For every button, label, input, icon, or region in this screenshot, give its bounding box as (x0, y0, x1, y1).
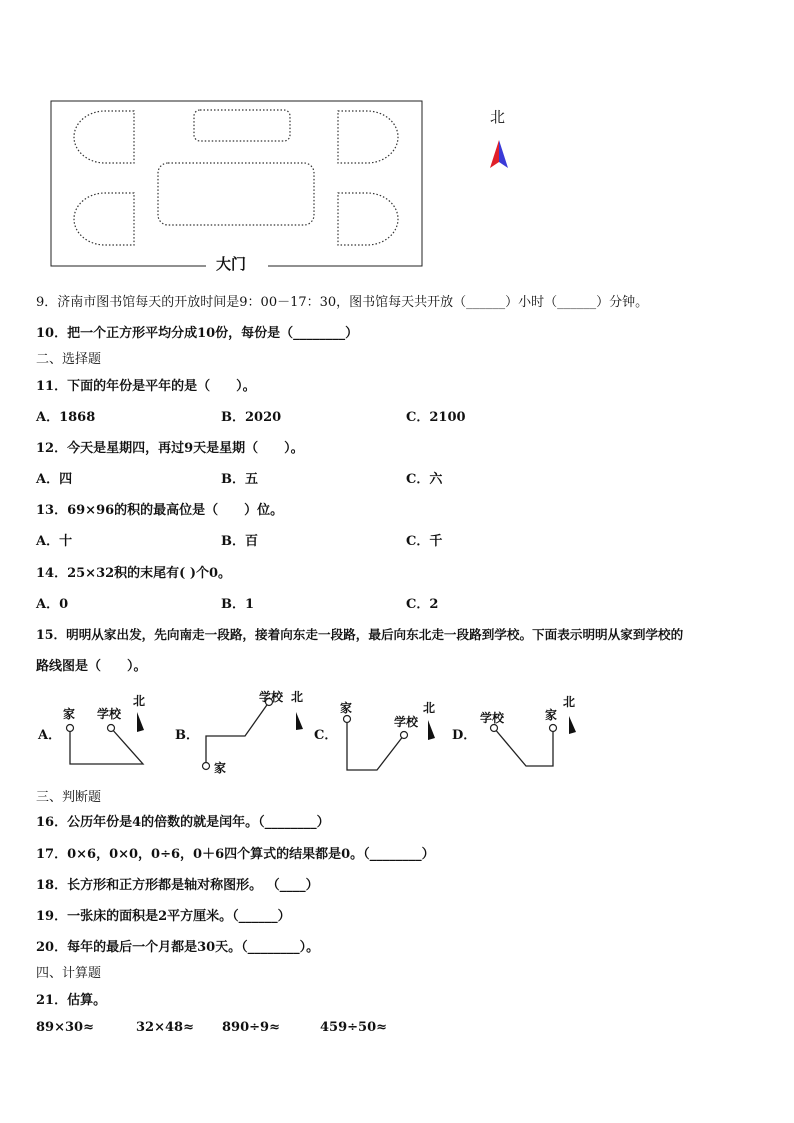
question-15-line2: 路线图是（ ）。 (36, 659, 147, 674)
a-home-label: 家 (63, 707, 76, 721)
map-area-top-middle (194, 110, 290, 141)
b-home-label: 家 (214, 761, 227, 775)
q14-option-a[interactable]: A．0 (36, 597, 69, 612)
section-4-heading: 四、计算题 (36, 966, 102, 981)
q15-route-diagrams (0, 682, 794, 782)
q21-item-1: 89×30≈ (36, 1020, 94, 1035)
section-3-heading: 三、判断题 (36, 790, 102, 805)
d-home-label: 家 (545, 708, 558, 722)
question-11: 11．下面的年份是平年的是（ ）。 (36, 379, 256, 394)
q21-item-4: 459÷50≈ (320, 1020, 388, 1035)
question-13: 13．69×96的积的最高位是（ ）位。 (36, 503, 284, 518)
question-20: 20．每年的最后一个月都是30天。（________）。 (36, 940, 320, 955)
q13-option-a[interactable]: A．十 (36, 534, 73, 549)
q15-option-c[interactable]: C． (314, 728, 338, 743)
map-area-center (158, 163, 314, 225)
map-area-bottom-right (338, 193, 398, 245)
north-arrow-blue-icon (499, 140, 508, 168)
question-10: 10．把一个正方形平均分成10份，每份是（________） (36, 326, 359, 341)
q12-option-c[interactable]: C．六 (406, 472, 443, 487)
north-marker-a-icon (137, 712, 144, 732)
north-marker-c-icon (428, 720, 435, 740)
question-12: 12．今天是星期四，再过9天是星期（ ）。 (36, 441, 304, 456)
map-north-label: 北 (490, 108, 506, 126)
c-home-label: 家 (340, 701, 353, 715)
q11-option-b[interactable]: B．2020 (221, 410, 282, 425)
route-diagram-c (344, 716, 436, 771)
b-north-label: 北 (291, 690, 304, 704)
question-9: 9．济南市图书馆每天的开放时间是9：00－17：30，图书馆每天共开放（______）小时（______）分钟。 (36, 295, 649, 310)
c-school-label: 学校 (394, 715, 419, 729)
question-19: 19．一张床的面积是2平方厘米。（______） (36, 909, 291, 924)
q15-option-d[interactable]: D． (452, 728, 477, 743)
section-2-heading: 二、选择题 (36, 352, 102, 367)
q14-option-c[interactable]: C．2 (406, 597, 439, 612)
question-14: 14．25×32积的末尾有( )个0。 (36, 566, 232, 581)
north-arrow-red-icon (490, 140, 499, 168)
gate-label: 大门 (216, 255, 247, 273)
a-north-label: 北 (133, 694, 146, 708)
map-frame (51, 101, 422, 266)
q11-option-a[interactable]: A．1868 (36, 410, 96, 425)
b-school-label: 学校 (259, 690, 284, 704)
q13-option-c[interactable]: C．千 (406, 534, 443, 549)
map-area-bottom-left (74, 193, 134, 245)
q13-option-b[interactable]: B．百 (221, 534, 258, 549)
q15-option-a[interactable]: A． (38, 728, 62, 743)
q21-item-3: 890÷9≈ (222, 1020, 280, 1035)
map-area-top-right (338, 111, 398, 163)
question-18: 18．长方形和正方形都是轴对称图形。 （____） (36, 878, 319, 893)
north-marker-b-icon (296, 712, 303, 730)
question-17: 17．0×6，0×0，0÷6，0＋6四个算式的结果都是0。（________） (36, 847, 435, 862)
question-15-line1: 15．明明从家出发，先向南走一段路，接着向东走一段路，最后向东北走一段路到学校。下面表示明明从家到学校的 (36, 627, 684, 642)
q12-option-a[interactable]: A．四 (36, 472, 73, 487)
map-area-top-left (74, 111, 134, 163)
library-map-figure (0, 0, 794, 280)
question-16: 16．公历年份是4的倍数的就是闰年。（________） (36, 815, 330, 830)
q12-option-b[interactable]: B．五 (221, 472, 258, 487)
c-north-label: 北 (423, 701, 436, 715)
q14-option-b[interactable]: B．1 (221, 597, 255, 612)
d-north-label: 北 (563, 695, 576, 709)
q11-option-c[interactable]: C．2100 (406, 410, 466, 425)
q15-option-b[interactable]: B． (175, 728, 199, 743)
question-21: 21．估算。 (36, 993, 107, 1008)
north-marker-d-icon (569, 716, 576, 734)
q21-item-2: 32×48≈ (136, 1020, 194, 1035)
d-school-label: 学校 (480, 711, 505, 725)
a-school-label: 学校 (97, 707, 122, 721)
